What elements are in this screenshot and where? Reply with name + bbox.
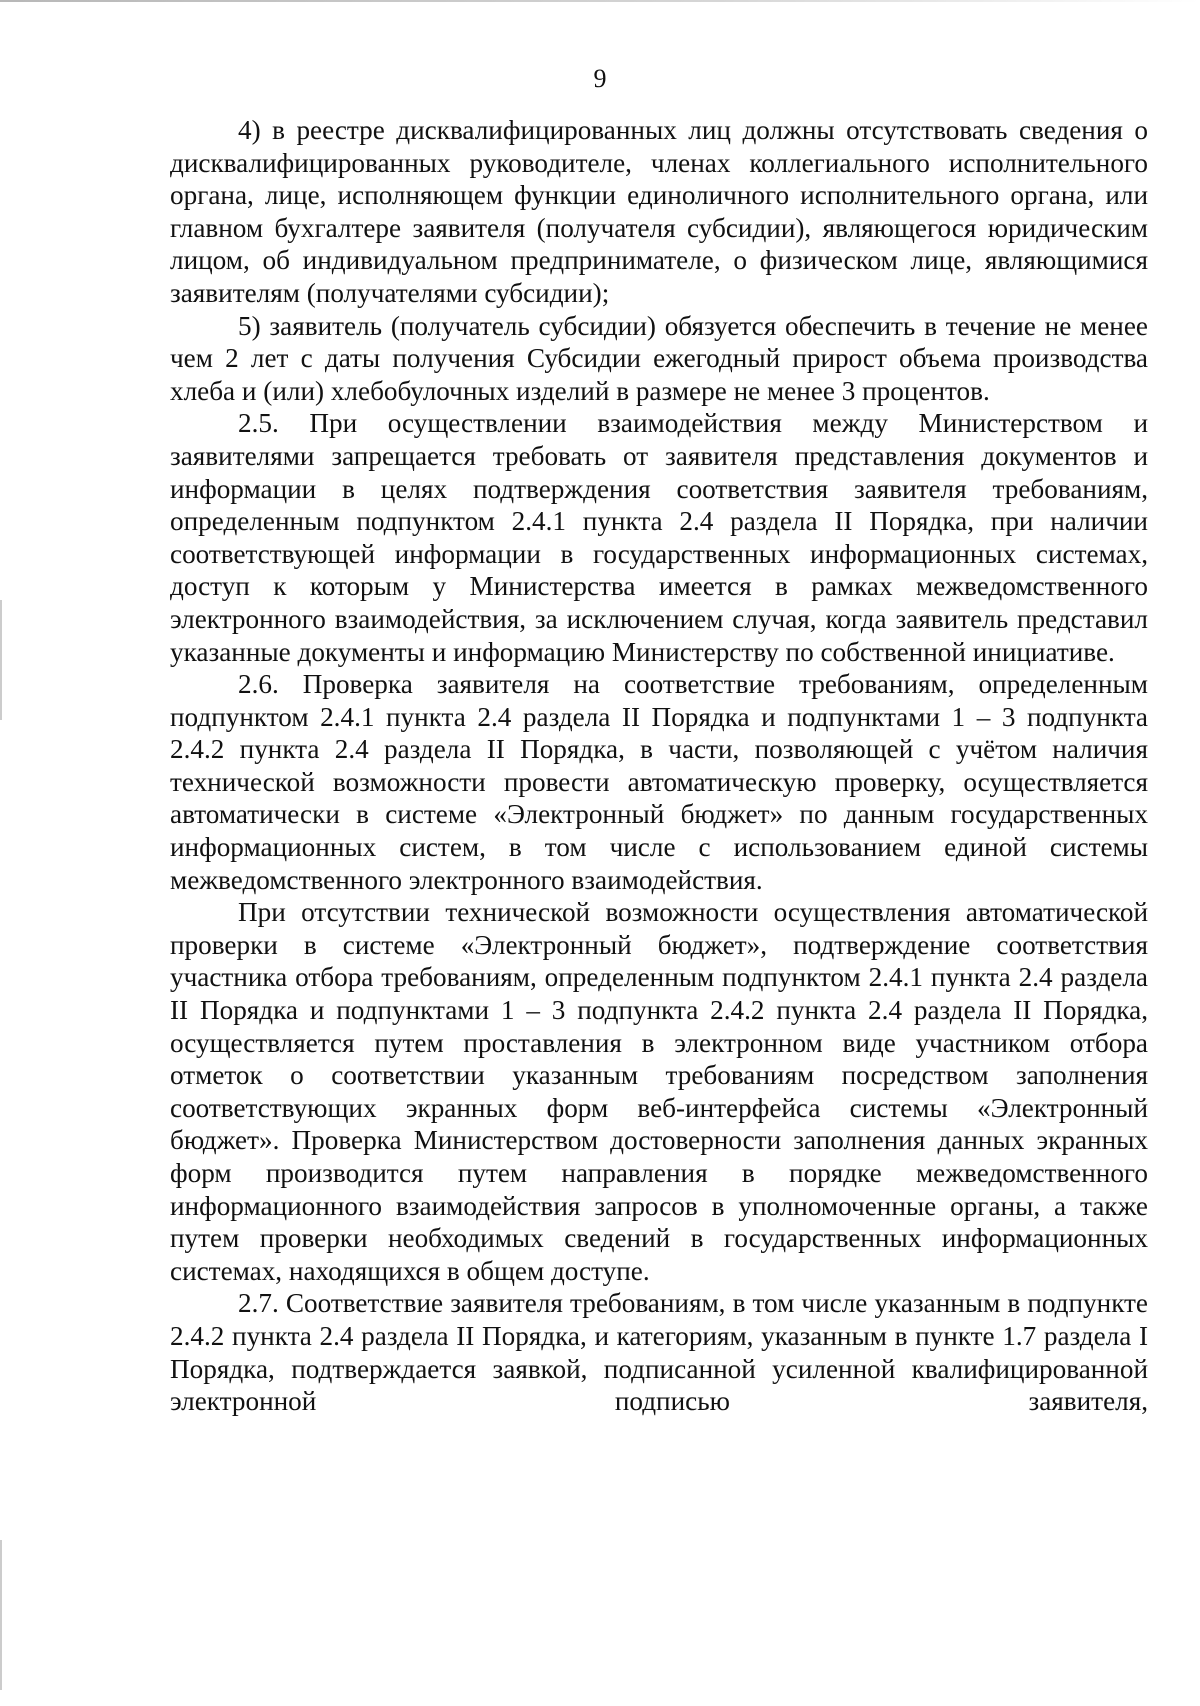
scan-edge-top <box>0 0 1200 2</box>
paragraph-2-7: 2.7. Соответствие заявителя требованиям, в том числе указанным в подпункте 2.4.2 пункта 2.4 раздела II Порядка, и категориям, указанным в пункте 1.7 раздела I Порядка, подтверждается заявкой, подписанной усиленной квалифицированной электронной подписью заявителя, <box>170 1288 1148 1417</box>
scan-edge-left-lower <box>0 1540 2 1690</box>
paragraph-no-automatic-check: При отсутствии технической возможности осуществления автоматической проверки в системе «Электронный бюджет», подтверждение соответствия участника отбора требованиям, определенным подпунктом 2.4.1 пункта 2.4 раздела II Порядка и подпунктами 1 – 3 подпункта 2.4.2 пункта 2.4 раздела II Порядка, осуществляется путем проставления в электронном виде участником отбора отметок о соответствии указанным требованиям посредством заполнения соответствующих экранных форм веб-интерфейса системы «Электронный бюджет». Проверка Министерством достоверности заполнения данных экранных форм производится путем направления в порядке межведомственного информационного взаимодействия запросов в уполномоченные органы, а также путем проверки необходимых сведений в государственных информационных системах, находящихся в общем доступе. <box>170 897 1148 1286</box>
scan-edge-left <box>0 600 2 720</box>
paragraph-item-4: 4) в реестре дисквалифицированных лиц должны отсутствовать сведения о дисквалифицированных руководителе, членах коллегиального исполнительного органа, лице, исполняющем функции единоличного исполнительного органа, или главном бухгалтере заявителя (получателя субсидии), являющегося юридическим лицом, об индивидуальном предпринимателе, о физическом лице, являющимися заявителям (получателями субсидии); <box>170 115 1148 308</box>
paragraph-2-5: 2.5. При осуществлении взаимодействия между Министерством и заявителями запрещается требовать от заявителя представления документов и информации в целях подтверждения соответствия заявителя требованиям, определенным подпунктом 2.4.1 пункта 2.4 раздела II Порядка, при наличии соответствующей информации в государственных информационных системах, доступ к которым у Министерства имеется в рамках межведомственного электронного взаимодействия, за исключением случая, когда заявитель представил указанные документы и информацию Министерству по собственной инициативе. <box>170 408 1148 667</box>
document-body <box>170 114 1148 1418</box>
paragraph-item-5: 5) заявитель (получатель субсидии) обязуется обеспечить в течение не менее чем 2 лет с даты получения Субсидии ежегодный прирост объема производства хлеба и (или) хлебобулочных изделий в размере не менее 3 процентов. <box>170 310 1148 406</box>
page-number: 9 <box>593 64 607 93</box>
paragraph-2-6: 2.6. Проверка заявителя на соответствие требованиям, определенным подпунктом 2.4.1 пункта 2.4 раздела II Порядка и подпунктами 1 – 3 подпункта 2.4.2 пункта 2.4 раздела II Порядка, в части, позволяющей с учётом наличия технической возможности провести автоматическую проверку, осуществляется автоматически в системе «Электронный бюджет» по данным государственных информационных систем, в том числе с использованием единой системы межведомственного электронного взаимодействия. <box>170 669 1148 895</box>
